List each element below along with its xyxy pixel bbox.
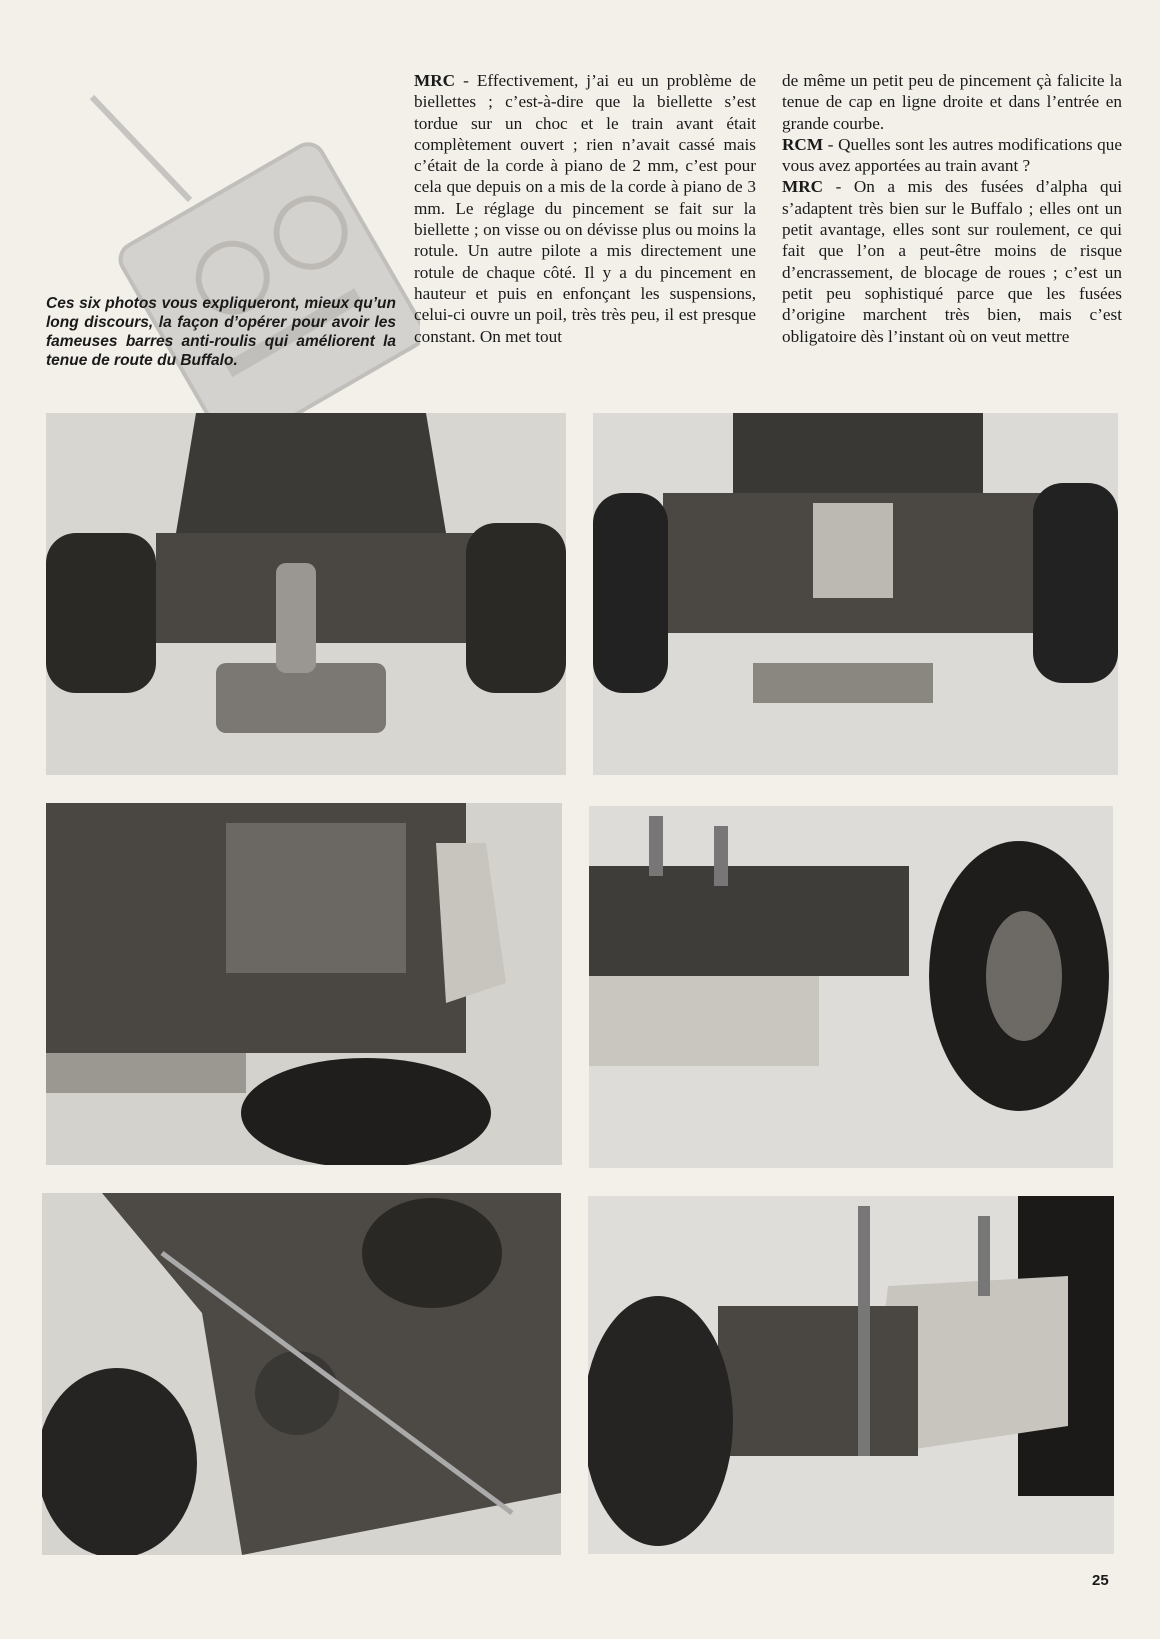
photo-anti-roll-bar xyxy=(42,1193,561,1555)
text-column-2 xyxy=(782,70,1122,400)
radio-transmitter-watermark xyxy=(80,85,420,445)
photo-front-axle xyxy=(593,413,1118,775)
speaker-label: MRC xyxy=(414,71,456,90)
photo-suspension-detail xyxy=(46,803,562,1165)
column-2-paragraph-3: - On a mis des fusées d’alpha qui s’adaptent très bien sur le Buffalo ; elles ont un petit avantage, elles sont sur roulement, ce qui fait que l’on a peut-être moins de risque d’encrassement, de blocage de roues ; c’est un petit peu sophistiqué parce que les fusées d’origine marchent très bien, mais c’est obligatoire dès l’instant où on veut mettre xyxy=(782,177,1122,346)
speaker-label: RCM xyxy=(782,134,824,154)
speaker-label: MRC xyxy=(782,177,824,197)
page-number: 25 xyxy=(1092,1572,1109,1589)
photo-caption: Ces six photos vous expliqueront, mieux qu’un long discours, la façon d’opérer pour avoir les fameuses barres anti-roulis qui améliorent la tenue de route du Buffalo. xyxy=(46,295,396,369)
text-column-1 xyxy=(414,70,756,400)
column-2-paragraph-1: de même un petit peu de pincement çà falicite la tenue de cap en ligne droite et dans l’entrée en grande courbe. xyxy=(782,71,1122,133)
photo-rear-axle xyxy=(46,413,566,775)
photo-shock-towers xyxy=(588,1196,1114,1554)
column-1-text: - Effectivement, j’ai eu un problème de biellettes ; c’est-à-dire que la biellette s’est tordue sur un choc et le train avant était complètement ouvert ; rien n’avait cassé mais c’était de la corde à piano de 2 mm, c’est pour cela que depuis on a mis de la corde à piano de 3 mm. Le réglage du pincement se fait sur la biellette ; on visse ou on dévisse plus ou moins la rotule. Un autre pilote a mis directement une rotule de chaque côté. Il y a du pincement en hauteur et puis en enfonçant les suspensions, celui-ci ouvre un poil, très très peu, il est presque constant. On met tout xyxy=(414,71,756,346)
photo-side-view xyxy=(589,806,1113,1168)
column-2-paragraph-2: - Quelles sont les autres modifications que vous avez apportées au train avant ? xyxy=(782,134,1122,176)
